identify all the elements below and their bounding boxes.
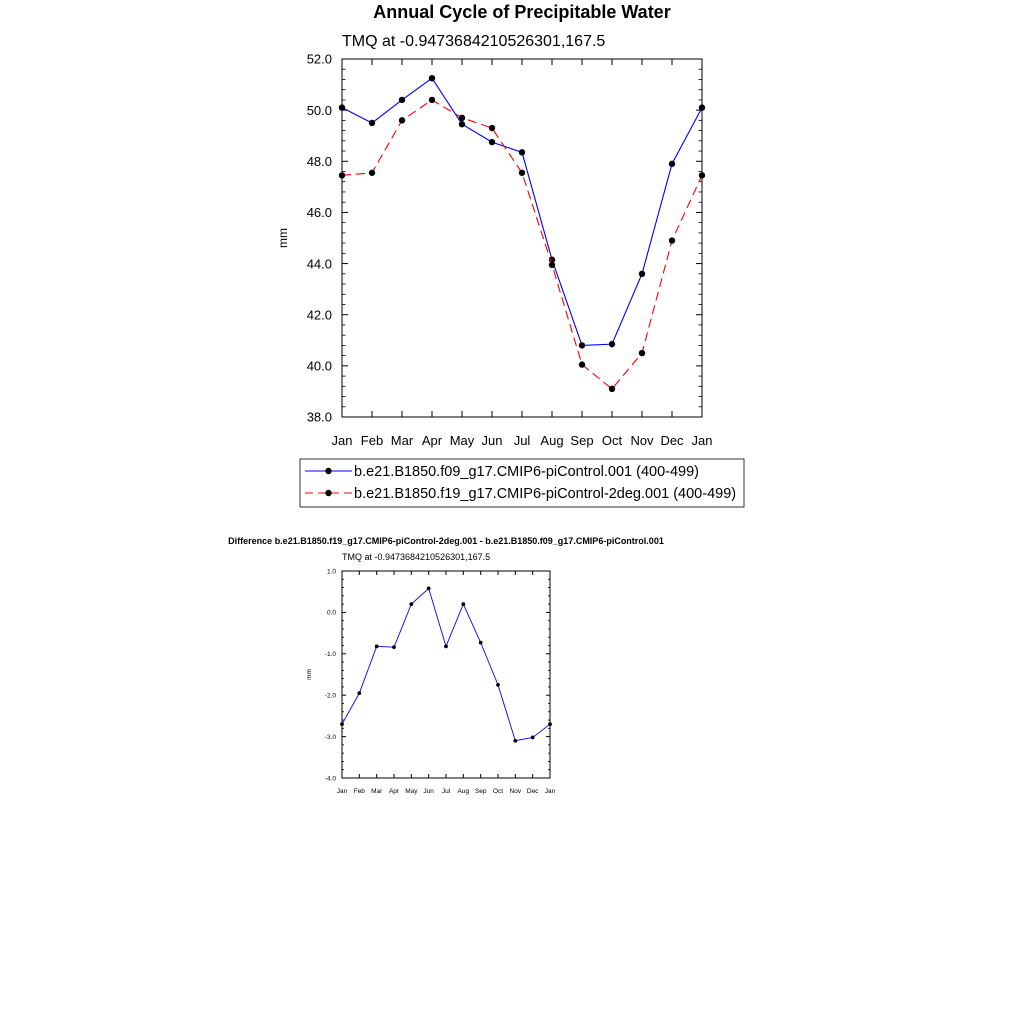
- diff-chart-series-0-point: [392, 645, 396, 649]
- chart-series-1-point: [339, 172, 345, 178]
- diff-chart-x-tick-label: Sep: [474, 788, 487, 795]
- diff-chart-x-tick-label: Jun: [423, 788, 434, 795]
- chart-x-tick-label: Jan: [691, 433, 713, 448]
- chart-y-tick-label: 50.0: [306, 102, 332, 118]
- chart-series-0-point: [369, 120, 375, 126]
- chart-series-line-0: [342, 78, 702, 345]
- diff-chart-series-0-point: [375, 644, 379, 648]
- chart-series-1-point: [549, 262, 555, 268]
- chart-x-tick-label: Jun: [481, 433, 503, 448]
- chart-series-0-point: [699, 104, 705, 110]
- chart-series-1-point: [519, 170, 525, 176]
- chart-legend-entry-0: b.e21.B1850.f09_g17.CMIP6-piControl.001 (400-499): [354, 464, 700, 480]
- diff-chart-y-tick-label: -2.0: [324, 692, 336, 700]
- diff-chart-series-line-0: [342, 588, 550, 740]
- diff-chart-x-tick-label: Dec: [526, 788, 539, 795]
- diff-chart-x-tick-label: Oct: [492, 788, 504, 795]
- chart-legend-marker-0: [325, 468, 331, 474]
- chart-series-1-point: [459, 115, 465, 121]
- chart-x-tick-label: Feb: [360, 433, 384, 448]
- chart-legend-marker-1: [325, 490, 331, 496]
- chart-series-1-point: [609, 386, 615, 392]
- chart-y-tick-label: 42.0: [306, 307, 332, 323]
- chart-series-0-point: [489, 139, 495, 145]
- chart-y-tick-label: 46.0: [306, 205, 332, 221]
- diff-chart-title: Difference b.e21.B1850.f19_g17.CMIP6-piControl-2deg.001 - b.e21.B1850.f09_g17.CMIP6-piControl.001: [228, 536, 664, 546]
- chart-series-1-point: [399, 117, 405, 123]
- chart-series-0-point: [429, 75, 435, 81]
- chart-series-0-point: [579, 342, 585, 348]
- chart-series-0-point: [639, 271, 645, 277]
- chart-subtitle: TMQ at -0.9473684210526301,167.5: [342, 33, 606, 50]
- chart-x-tick-label: Apr: [421, 433, 443, 448]
- chart-y-tick-label: 52.0: [306, 51, 332, 67]
- diff-chart-y-tick-label: 1.0: [326, 568, 336, 576]
- diff-chart-x-tick-label: Mar: [371, 788, 383, 795]
- diff-chart-x-tick-label: Apr: [388, 788, 400, 795]
- chart-series-0-point: [609, 341, 615, 347]
- chart-x-tick-label: Aug: [540, 433, 564, 448]
- chart-plot-frame: [342, 59, 702, 417]
- chart-x-tick-label: Nov: [630, 433, 654, 448]
- diff-chart-series-0-point: [548, 722, 552, 726]
- diff-chart-y-tick-label: -4.0: [324, 775, 336, 783]
- chart-y-axis-label: mm: [276, 228, 290, 248]
- chart-series-1-point: [669, 237, 675, 243]
- chart-title: Annual Cycle of Precipitable Water: [373, 2, 671, 22]
- diff-chart-series-0-point: [531, 736, 535, 740]
- chart-series-1-point: [489, 125, 495, 131]
- chart-series-0-point: [459, 121, 465, 127]
- diff-chart-series-0-point: [409, 602, 413, 606]
- chart-series-0-point: [669, 161, 675, 167]
- chart-y-tick-label: 38.0: [306, 409, 332, 425]
- chart-series-0-point: [519, 149, 525, 155]
- chart-series-1-point: [369, 170, 375, 176]
- diff-chart-x-tick-label: Nov: [509, 788, 522, 795]
- chart-y-tick-label: 40.0: [306, 358, 332, 374]
- diff-chart-x-tick-label: May: [405, 788, 418, 795]
- diff-chart-x-tick-label: Jul: [441, 788, 451, 795]
- chart-y-tick-label: 48.0: [306, 153, 332, 169]
- chart-series-0-point: [399, 97, 405, 103]
- chart-y-tick-label: 44.0: [306, 256, 332, 272]
- chart-series-1-point: [699, 172, 705, 178]
- diff-chart-x-tick-label: Feb: [353, 788, 365, 795]
- diff-chart-series-0-point: [357, 691, 361, 695]
- chart-x-tick-label: Jul: [513, 433, 531, 448]
- diff-chart-y-tick-label: 0.0: [326, 609, 336, 617]
- diff-chart-series-0-point: [513, 739, 517, 743]
- diff-chart-series-0-point: [427, 586, 431, 590]
- chart-x-tick-label: Sep: [570, 433, 594, 448]
- chart-x-tick-label: Dec: [660, 433, 684, 448]
- diff-chart-x-tick-label: Jan: [336, 788, 348, 795]
- chart-series-1-point: [579, 361, 585, 367]
- chart-x-tick-label: Mar: [390, 433, 414, 448]
- diff-chart-subtitle: TMQ at -0.9473684210526301,167.5: [342, 552, 491, 562]
- chart-series-0-point: [339, 104, 345, 110]
- diff-chart-y-axis-label: mm: [306, 669, 313, 680]
- chart-x-tick-label: Oct: [601, 433, 623, 448]
- diff-chart-x-tick-label: Aug: [457, 788, 470, 795]
- diff-chart-series-0-point: [444, 644, 448, 648]
- chart-series-1-point: [429, 97, 435, 103]
- diff-chart-series-0-point: [496, 683, 500, 687]
- chart-series-1-point: [639, 350, 645, 356]
- chart-legend-entry-1: b.e21.B1850.f19_g17.CMIP6-piControl-2deg.001 (400-499): [354, 486, 737, 502]
- diff-chart-x-tick-label: Jan: [544, 788, 556, 795]
- diff-chart-plot-frame: [342, 571, 550, 778]
- diff-chart-y-tick-label: -3.0: [324, 733, 336, 741]
- chart-series-line-1: [342, 100, 702, 389]
- diff-chart-series-0-point: [340, 722, 344, 726]
- diff-chart-series-0-point: [479, 641, 483, 645]
- chart-x-tick-label: May: [449, 433, 475, 448]
- chart-x-tick-label: Jan: [331, 433, 353, 448]
- diff-chart-y-tick-label: -1.0: [324, 651, 336, 659]
- diff-chart-series-0-point: [461, 602, 465, 606]
